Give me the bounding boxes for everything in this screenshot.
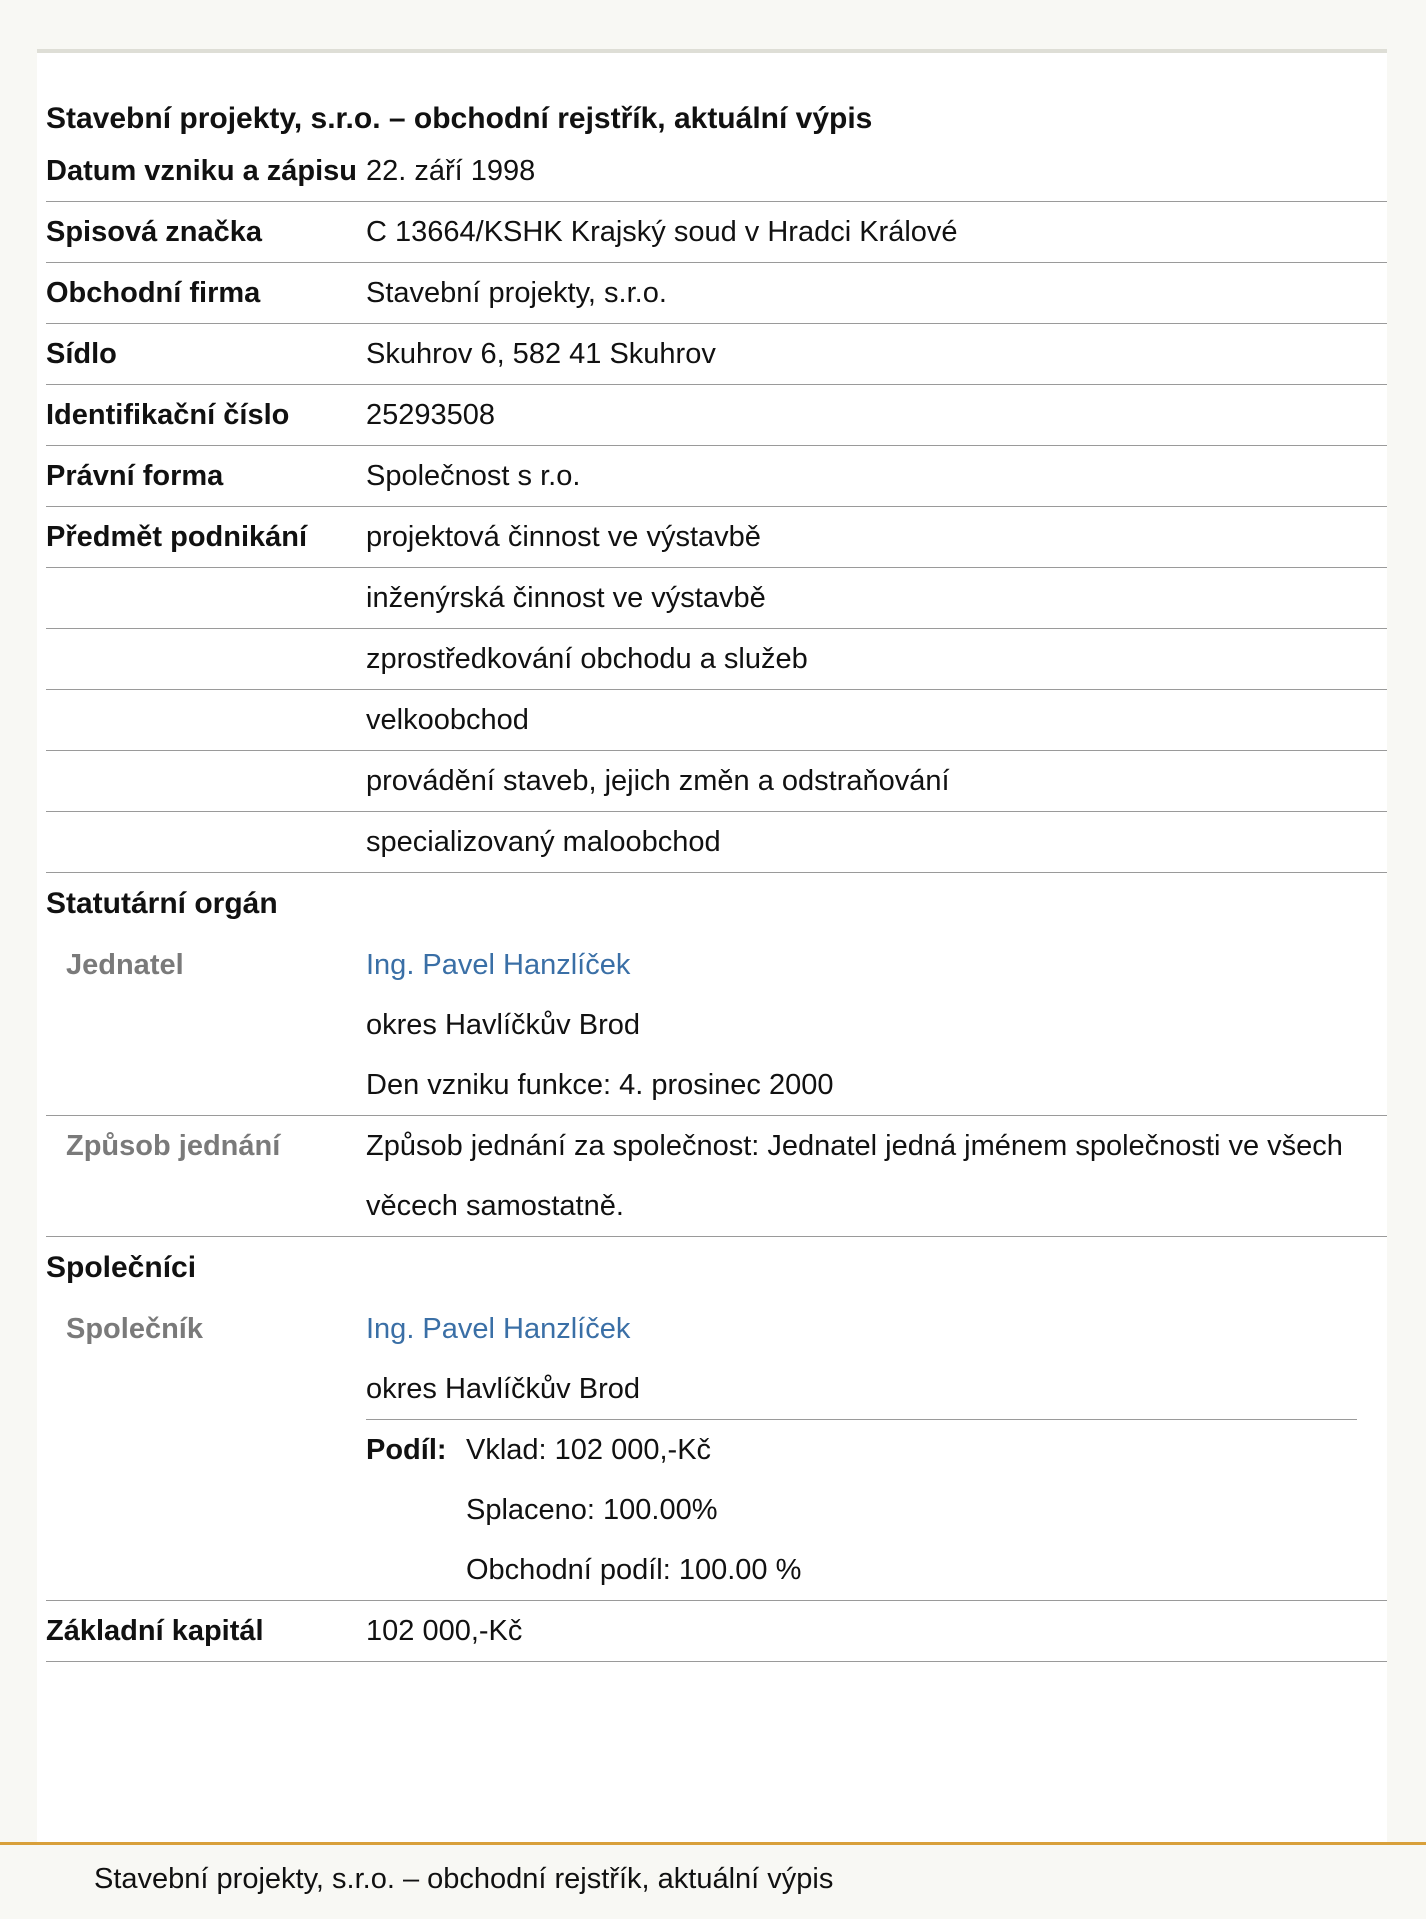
podil-values <box>466 1420 801 1600</box>
row-predmet-item <box>46 690 1387 751</box>
page-footer <box>0 1842 1426 1919</box>
register-table <box>46 141 1387 1662</box>
spolecnik-name-link[interactable]: Ing. Pavel Hanzlíček <box>366 1313 631 1345</box>
podil-block <box>366 1419 1357 1600</box>
row-label: Obchodní firma <box>46 263 366 324</box>
podil-label: Podíl: <box>366 1434 447 1466</box>
empty-label <box>46 690 366 751</box>
row-predmet-item <box>46 629 1387 690</box>
jednatel-name-link[interactable]: Ing. Pavel Hanzlíček <box>366 949 631 981</box>
predmet-item: provádění staveb, jejich změn a odstraňování <box>366 751 1387 812</box>
row-pravni-forma <box>46 446 1387 507</box>
row-label: Spisová značka <box>46 202 366 263</box>
empty-label <box>46 751 366 812</box>
page-title: Stavební projekty, s.r.o. – obchodní rejstřík, aktuální výpis <box>46 102 873 135</box>
podil-obchodni: Obchodní podíl: 100.00 % <box>466 1554 802 1586</box>
row-value: 25293508 <box>366 385 1387 446</box>
row-zakladni-kapital <box>46 1601 1387 1662</box>
row-predmet-item <box>46 751 1387 812</box>
predmet-item: projektová činnost ve výstavbě <box>366 507 1387 568</box>
predmet-item: zprostředkování obchodu a služeb <box>366 629 1387 690</box>
row-datum-vzniku <box>46 141 1387 202</box>
row-zpusob-jednani <box>46 1116 1387 1237</box>
row-value: Skuhrov 6, 582 41 Skuhrov <box>366 324 1387 385</box>
section-spolecnici <box>46 1237 1387 1300</box>
jednatel-location: okres Havlíčkův Brod <box>366 1009 640 1041</box>
row-identifikacni-cislo <box>46 385 1387 446</box>
jednatel-since: Den vzniku funkce: 4. prosinec 2000 <box>366 1069 834 1101</box>
row-sublabel: Způsob jednání <box>46 1116 366 1237</box>
row-label: Datum vzniku a zápisu <box>46 141 366 202</box>
row-predmet-item <box>46 812 1387 873</box>
jednatel-details <box>366 935 1387 1116</box>
row-label: Sídlo <box>46 324 366 385</box>
row-spisova-znacka <box>46 202 1387 263</box>
spolecnik-location: okres Havlíčkův Brod <box>366 1373 640 1405</box>
zpusob-jednani-value: Způsob jednání za společnost: Jednatel jedná jménem společnosti ve všech věcech samostatně. <box>366 1116 1387 1237</box>
row-value: Společnost s r.o. <box>366 446 1387 507</box>
row-label: Základní kapitál <box>46 1601 366 1662</box>
podil-vklad: Vklad: 102 000,-Kč <box>466 1434 712 1466</box>
row-label: Předmět podnikání <box>46 507 366 568</box>
empty-label <box>46 629 366 690</box>
row-predmet-item <box>46 568 1387 629</box>
row-predmet-podnikani <box>46 507 1387 568</box>
row-value: 102 000,-Kč <box>366 1601 1387 1662</box>
predmet-item: inženýrská činnost ve výstavbě <box>366 568 1387 629</box>
predmet-item: specializovaný maloobchod <box>366 812 1387 873</box>
podil-splaceno: Splaceno: 100.00% <box>466 1494 718 1526</box>
empty-label <box>46 568 366 629</box>
row-jednatel <box>46 935 1387 1116</box>
section-heading: Statutární orgán <box>46 887 278 920</box>
empty-label <box>46 812 366 873</box>
row-value: C 13664/KSHK Krajský soud v Hradci Králové <box>366 202 1387 263</box>
row-sidlo <box>46 324 1387 385</box>
register-content <box>46 97 1387 1662</box>
row-sublabel: Společník <box>46 1299 366 1601</box>
row-label: Identifikační číslo <box>46 385 366 446</box>
footer-text: Stavební projekty, s.r.o. – obchodní rejstřík, aktuální výpis <box>94 1863 834 1895</box>
row-value: 22. září 1998 <box>366 141 1387 202</box>
register-card <box>37 49 1387 1848</box>
section-heading: Společníci <box>46 1251 197 1284</box>
section-statutarni-organ <box>46 873 1387 936</box>
row-label: Právní forma <box>46 446 366 507</box>
spolecnik-details <box>366 1299 1387 1601</box>
row-spolecnik <box>46 1299 1387 1601</box>
row-sublabel: Jednatel <box>46 935 366 1116</box>
predmet-item: velkoobchod <box>366 690 1387 751</box>
row-obchodni-firma <box>46 263 1387 324</box>
row-value: Stavební projekty, s.r.o. <box>366 263 1387 324</box>
